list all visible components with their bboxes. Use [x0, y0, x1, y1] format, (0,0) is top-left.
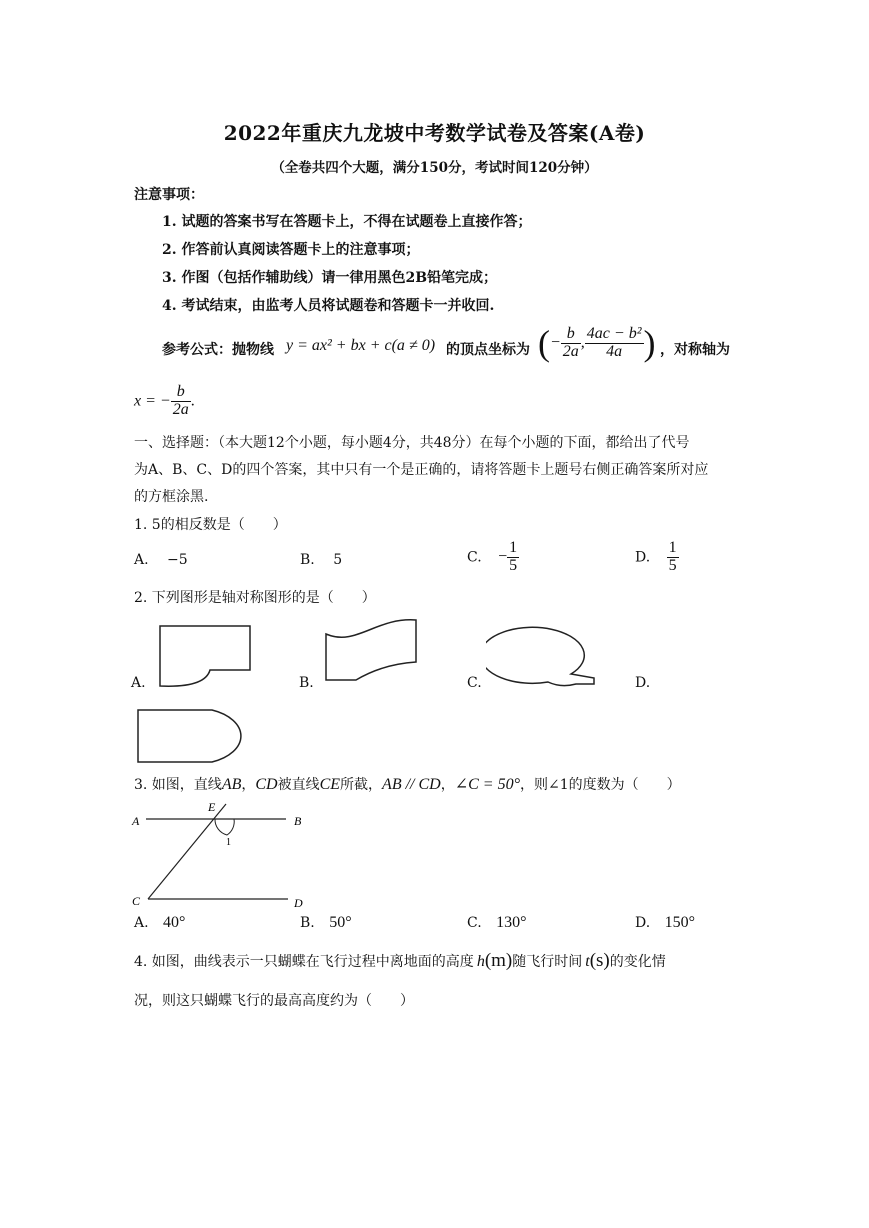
q3-option-a — [134, 914, 185, 932]
axis-lhs: x = − — [134, 392, 171, 410]
q2-shape-a — [150, 618, 260, 692]
q3-angle: ∠C = 50° — [454, 776, 520, 793]
section-instructions: 一、选择题：（本大题12个小题，每小题4分，共48分）在每个小题的下面，都给出了代号 — [134, 435, 690, 451]
axis-den: 2a — [172, 400, 189, 418]
q2-option-b-label: B. — [299, 675, 314, 691]
q2-shape-c — [486, 618, 606, 692]
option-value: 130° — [496, 914, 527, 931]
q2-option-d-label: D. — [635, 675, 651, 691]
q4-text: 随飞行时间 — [512, 954, 583, 970]
formula-label: 参考公式：抛物线 — [162, 342, 274, 358]
option-label: B. — [300, 552, 315, 568]
question-3-stem — [134, 774, 681, 794]
vertex-text: 的顶点坐标为 — [446, 342, 530, 358]
q3-text: 被直线 — [277, 777, 320, 793]
notice-heading: 注意事项： — [134, 187, 204, 203]
q1-option-d — [635, 540, 679, 575]
option-value: 150° — [664, 914, 696, 931]
vertex-formula: (− $\frac{b}{2a}$ , $\frac{\text{4ac − b²}}{4a}$ ) — [538, 323, 656, 363]
vertex-num-2: 4ac − b² — [586, 324, 642, 342]
point-d-label: D — [294, 896, 303, 910]
option-label: B. — [300, 915, 315, 931]
question-4-line2: 况，则这只蝴蝶飞行的最高高度约为（ ） — [134, 993, 414, 1009]
point-a-label: A — [132, 814, 140, 828]
q3-var-cd: CD — [255, 776, 278, 793]
q1-option-b — [300, 552, 342, 568]
point-c-label: C — [132, 894, 141, 908]
question-1-stem: 1. 5的相反数是（ ） — [134, 517, 287, 533]
line-ce — [148, 804, 226, 899]
point-e-label: E — [208, 800, 216, 814]
parabola-expression: y = ax² + bx + c — [286, 337, 392, 354]
option-value: −5 — [167, 552, 188, 568]
q4-var-t: t — [585, 953, 590, 970]
q4-text: 4. 如图，曲线表示一只蝴蝶在飞行过程中离地面的高度 — [134, 954, 474, 970]
q3-option-b — [300, 914, 352, 932]
point-b-label: B — [294, 814, 302, 828]
q1-option-a — [134, 552, 188, 568]
option-label: C. — [467, 549, 482, 566]
axis-formula: x = − $\frac{b}{2a}$ . — [134, 383, 195, 418]
question-2-stem: 2. 下列图形是轴对称图形的是（ ） — [134, 590, 376, 606]
q3-text: ， — [440, 777, 455, 793]
page-subtitle: （全卷共四个大题，满分150分，考试时间120分钟） — [271, 160, 598, 176]
q4-unit-m: (m) — [484, 950, 513, 971]
frac-num: 1 — [668, 539, 677, 556]
vertex-den-2: 4a — [585, 343, 644, 361]
frac-den: 5 — [509, 556, 518, 574]
page-title: 2022年重庆九龙坡中考数学试卷及答案(A卷) — [223, 121, 646, 145]
q3-text: 所截， — [340, 777, 383, 793]
q4-text: 的变化情 — [609, 954, 666, 970]
notice-item: 1. 试题的答案书写在答题卡上，不得在试题卷上直接作答； — [162, 214, 532, 230]
q3-option-c — [467, 914, 527, 932]
angle-1-label: 1 — [226, 837, 231, 848]
angle-1-arc — [215, 819, 234, 835]
q3-parallel: AB // CD — [382, 776, 441, 793]
q3-text: ， — [241, 777, 256, 793]
axis-num: b — [176, 383, 185, 400]
option-value: 50° — [329, 914, 352, 931]
frac-num: 1 — [509, 539, 518, 556]
frac-den: 5 — [668, 556, 677, 574]
option-value: 40° — [163, 914, 186, 931]
q3-text: ，则∠1的度数为（ ） — [520, 777, 681, 793]
option-sign: − — [498, 548, 508, 566]
notice-item: 3. 作图（包括作辅助线）请一律用黑色2B铅笔完成； — [162, 270, 498, 286]
notice-item: 4. 考试结束，由监考人员将试题卷和答题卡一并收回. — [162, 298, 495, 314]
q2-option-c-label: C. — [467, 675, 482, 691]
parabola-equation — [286, 337, 435, 355]
q4-unit-s: (s) — [589, 950, 610, 971]
section-instructions: 的方框涂黑. — [134, 489, 209, 505]
q2-shape-d — [130, 704, 270, 768]
q3-var-ab: AB — [221, 776, 242, 793]
q3-var-ce: CE — [319, 776, 341, 793]
vertex-num-1: b — [566, 324, 575, 342]
parabola-condition: (a ≠ 0) — [391, 337, 436, 354]
option-label: D. — [635, 549, 651, 566]
vertex-den-1: 2a — [562, 342, 579, 360]
q3-text: 3. 如图，直线 — [134, 777, 222, 793]
option-label: C. — [467, 915, 482, 931]
option-label: A. — [134, 915, 149, 931]
axis-text: ，对称轴为 — [660, 342, 730, 358]
q3-option-d — [635, 914, 695, 932]
q2-option-a-label: A. — [131, 675, 146, 691]
option-label: A. — [134, 552, 149, 568]
option-value: 5 — [333, 552, 343, 568]
q4-var-h: h — [476, 953, 485, 970]
question-4-stem — [134, 950, 666, 972]
q2-shape-b — [316, 612, 426, 692]
q3-figure — [126, 797, 316, 912]
option-label: D. — [635, 915, 651, 931]
section-instructions: 为A、B、C、D的四个答案，其中只有一个是正确的，请将答题卡上题号右侧正确答案所对应 — [134, 462, 709, 478]
notice-item: 2. 作答前认真阅读答题卡上的注意事项； — [162, 242, 420, 258]
q1-option-c — [467, 540, 519, 575]
